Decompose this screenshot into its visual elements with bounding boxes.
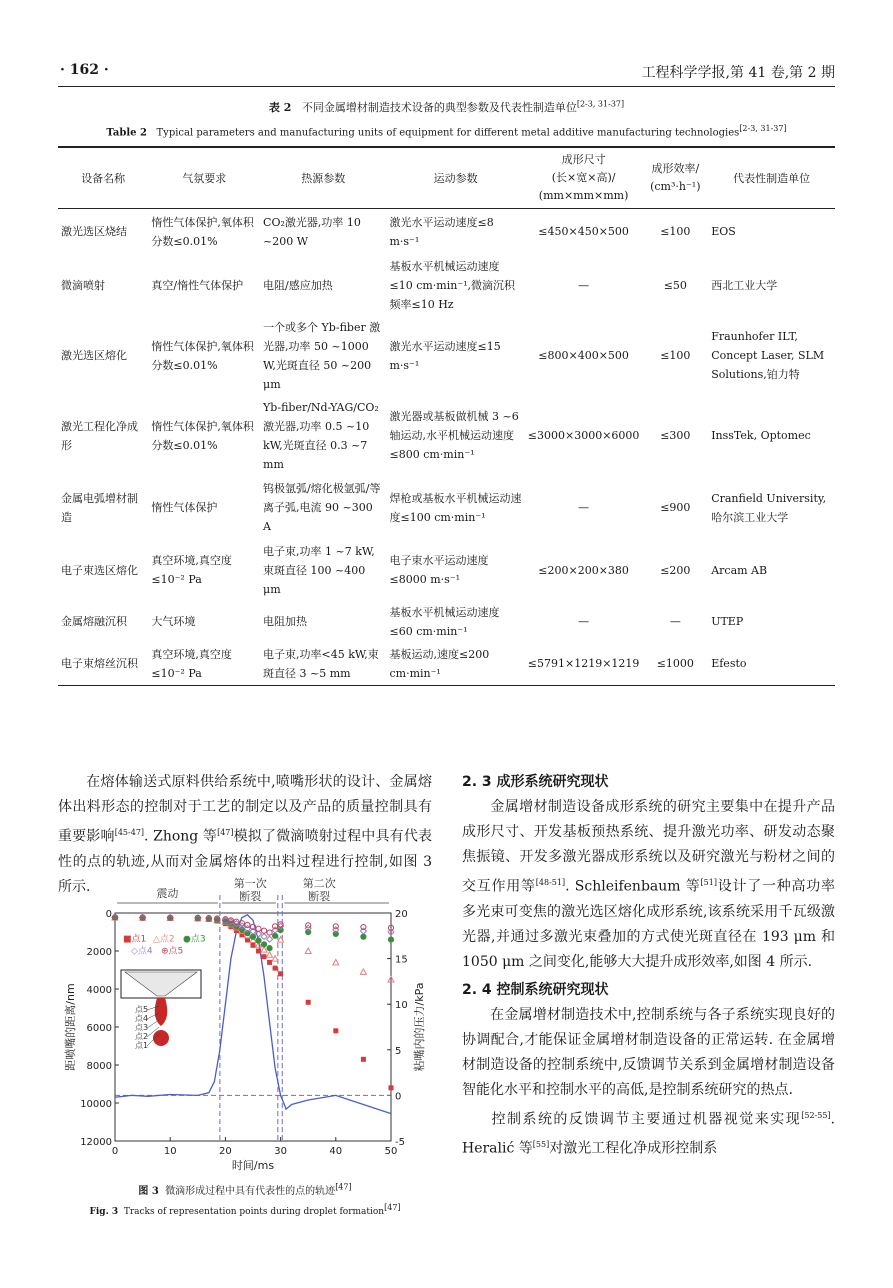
y-tick-label: 10000 [80,1099,112,1110]
table-caption-cn [0,99,893,115]
table-row [58,476,835,540]
series-point [388,937,393,942]
x-tick-label: 0 [111,1146,119,1157]
table-cell: 激光选区烧结 [61,225,127,239]
table-cell: 西北工业大学 [711,278,778,292]
table-cell: — [578,278,590,292]
table-cell: 电子束选区熔化 [61,563,138,577]
series-point [267,936,273,942]
series-point [272,956,278,962]
table-cell: ≤800×400×500 [538,349,629,362]
paragraph-feedback [462,1103,835,1162]
figure-caption-en [58,1203,432,1217]
table-cell: UTEP [711,615,744,628]
citation: [48-51] [535,878,566,887]
table-cell: 激光选区熔化 [61,349,127,362]
figure-caption-cn [58,1182,432,1197]
legend-entry: ●点3 [183,934,206,945]
legend-entry: △点2 [153,934,175,945]
right-column [462,770,835,1162]
x-axis-label: 时间/ms [231,1159,275,1172]
citation: [52-55] [801,1110,831,1120]
table-cell: 激光工程化净成形 [61,419,138,452]
table-header-cell: 气氛要求 [148,148,260,209]
paragraph-text: 在金属增材制造技术中,控制系统与各子系统实现良好的协调配合,才能保证金属增材制造设备的正常运转. 在金属增材制造设备的控制系统中,反馈调节关系到金属增材制造设备智能化水平和控制水平的高低,是控制系统研究的热点. [462,1006,835,1098]
y-tick-label: 0 [105,909,112,920]
series-point [267,946,272,951]
paragraph-control-system [462,1003,835,1103]
series-point [360,969,366,975]
figure-caption-cn-label: 图 3 [138,1186,159,1197]
table-cell: 焊枪或基板水平机械运动速度≤100 cm·min⁻¹ [389,491,522,524]
paragraph-text: . Heralić 等 [462,1111,835,1157]
table-header-cell: 成形尺寸 (长×宽×高)/ (mm×mm×mm) [525,148,643,209]
table-cell: 电子束水平运动速度≤8000 m·s⁻¹ [389,554,489,586]
series-point [278,922,283,927]
y2-tick-label: 20 [395,909,408,920]
series-point [361,1057,366,1062]
table-cell: ≤300 [660,429,691,442]
y-tick-label: 8000 [86,1061,112,1072]
inset-point-label: 点4 [135,1014,149,1023]
citation: [47] [217,828,234,837]
table-caption-en-label: Table 2 [106,127,147,139]
inset-point-label: 点1 [135,1041,149,1050]
y2-axis-label: 粘嘴内的压力/kPa [413,982,426,1072]
table-cell: 金属熔融沉积 [61,615,127,628]
legend-entry: ⊕点5 [161,946,184,957]
table-cell: 惰性气体保护,氧体积分数≤0.01% [151,339,254,372]
y-tick-label: 6000 [86,1023,112,1034]
inset-point-label: 点3 [135,1023,149,1032]
series-point [361,934,366,939]
table-row [58,255,835,316]
table-row [58,643,835,686]
series-point [333,959,339,965]
series-point [361,924,366,929]
table-cell: ≤450×450×500 [538,225,629,239]
table-row [58,209,835,255]
table-caption-cn-ref: [2-3, 31-37] [576,99,625,109]
paragraph-text: 模拟了微滴喷射过程中具有代表性的点的轨迹,从而对金属熔体的出料过程进行控制,如图 3 所示. [58,828,432,895]
table-caption-en [0,124,893,138]
table-cell: Fraunhofer ILT, Concept Laser, SLM Solutions,铂力特 [711,330,825,381]
table-cell: InssTek, Optomec [711,429,811,442]
table-cell: 电子束,功率<45 kW,束斑直径 3 ~5 mm [260,643,386,686]
citation: [47] [335,1182,352,1192]
series-point [251,943,256,948]
table-caption-en-text: Typical parameters and manufacturing units of equipment for different metal additive manufacturing technologies [156,127,740,139]
citation: [47] [384,1203,401,1212]
table-header-cell: 热源参数 [260,148,386,209]
table-header-cell: 运动参数 [386,148,524,209]
section-heading-2-4: 2. 4 控制系统研究现状 [462,981,609,998]
table-cell: 电阻/感应加热 [263,278,333,292]
table-cell: 金属电弧增材制造 [61,491,138,524]
table-caption-en-ref: [2-3, 31-37] [739,124,787,133]
table-cell: 电子束,功率 1 ~7 kW,束斑直径 100 ~400 μm [263,544,375,596]
table-cell: 惰性气体保护,氧体积分数≤0.01% [151,215,254,248]
series-point [261,928,266,933]
table-cell: 激光水平运动速度≤15 m·s⁻¹ [389,339,501,372]
table-cell: EOS [711,225,736,239]
y2-tick-label: 5 [395,1045,402,1057]
table-cell: ≤1000 [642,643,708,686]
table-cell: CO₂激光器,功率 10 ~200 W [263,215,361,248]
x-tick-label: 40 [329,1146,343,1157]
table-cell: 钨极氩弧/熔化极氩弧/等离子弧,电流 90 ~300 A [263,482,381,533]
series-point [262,954,267,959]
table-cell: 真空/惰性气体保护 [151,278,244,292]
table-caption-cn-label: 表 2 [268,101,292,114]
equipment-parameters-table [58,148,835,686]
table-header-cell: 代表性制造单位 [708,148,835,209]
series-point [305,948,311,954]
table-cell: 微滴喷射 [61,278,105,292]
table-cell: 大气环境 [151,615,196,628]
table-cell: ≤50 [663,278,687,292]
inset-point-label: 点2 [135,1032,149,1041]
series-point [267,930,272,935]
section-heading-2-3: 2. 3 成形系统研究现状 [462,774,609,790]
series-point [272,933,277,938]
y-tick-label: 12000 [80,1137,112,1148]
y-tick-label: 4000 [86,985,112,996]
table-cell: ≤200×200×380 [538,563,629,577]
table-cell: 电阻加热 [263,615,308,628]
y2-tick-label: 0 [395,1091,402,1103]
citation: [45-47] [114,828,145,837]
table-cell: ≤5791×1219×1219 [525,643,643,686]
x-tick-label: 10 [163,1146,177,1157]
table-cell: 惰性气体保护 [151,501,218,514]
x-tick-label: 50 [384,1146,398,1157]
table-cell: 基板水平机械运动速度≤10 cm·min⁻¹,微滴沉积频率≤10 Hz [389,259,516,311]
table-header-row [58,148,835,209]
phase-label-first-break: 第一次断裂 [233,877,267,903]
series-point [389,1085,394,1090]
table-cell: — [578,615,590,628]
table-cell: ≤200 [660,563,691,577]
table-caption-cn-text: 不同金属增材制造技术设备的典型参数及代表性制造单位 [301,101,577,114]
series-point [306,1000,311,1005]
figure-caption-en-label: Fig. 3 [89,1207,119,1217]
x-tick-label: 20 [219,1146,232,1157]
table-cell: Efesto [708,643,835,686]
x-tick-label: 30 [274,1146,287,1157]
table-cell: 一个或多个 Yb-fiber 激光器,功率 50 ~1000 W,光斑直径 50 ~200 μm [263,320,381,391]
citation: [51] [700,878,717,887]
inset-leader [147,1020,159,1028]
table-row [58,601,835,643]
table-cell: — [578,501,590,514]
header-rule [58,86,835,87]
figure-caption-en-text: Tracks of representation points during droplet formation [123,1207,385,1217]
figure-caption-cn-text: 微滴形成过程中具有代表性的点的轨迹 [165,1186,336,1197]
table-header-cell: 设备名称 [58,148,148,209]
page-number: · 162 · [60,62,109,78]
table-cell: 基板运动,速度≤200 cm·min⁻¹ [386,643,524,686]
paragraph-text: . Zhong 等 [144,828,218,845]
paragraph-text: 金属增材制造设备成形系统的研究主要集中在提升产品成形尺寸、开发基板预热系统、提升激光功率、研发动态聚焦振镜、开发多激光器成形系统以及研究激光与粉材之间的交互作用等 [462,799,835,895]
paragraph-text: 在熔体输送式原料供给系统中,喷嘴形状的设计、金属熔体出料形态的控制对于工艺的制定以及产品的质量控制具有重要影响 [58,774,432,845]
series-point [261,934,267,940]
series-point [261,942,266,947]
series-point [256,938,261,943]
table-row [58,396,835,476]
y-axis-label: 距喷嘴的距离/nm [64,983,77,1071]
inset-point-label: 点5 [135,1005,149,1014]
table-cell: ≤100 [660,225,691,239]
y2-tick-label: 15 [395,954,408,966]
series-point [278,971,283,976]
legend-entry: ◇点4 [131,946,153,957]
y2-tick-label: -5 [395,1137,405,1148]
table-cell: — [669,615,681,628]
table-cell: 电子束熔丝沉积 [58,643,148,686]
paragraph-text: 对激光工程化净成形控制系 [549,1140,718,1157]
table-cell: Cranfield University,哈尔滨工业大学 [711,491,827,524]
table-cell: 基板水平机械运动速度≤60 cm·min⁻¹ [389,605,500,638]
table-cell: ≤3000×3000×6000 [527,429,640,442]
table-cell: 激光水平运动速度≤8 m·s⁻¹ [389,215,494,248]
citation: [55] [532,1140,550,1150]
y-tick-label: 2000 [86,947,112,958]
paragraph-text: . Schleifenbaum 等 [565,878,701,895]
table-cell: 真空环境,真空度≤10⁻² Pa [148,643,260,686]
paragraph-text: 设计了一种高功率多光束可变焦的激光选区熔化成形系统,该系统采用千瓦级激光器,并通过多激光束叠加的方式使光斑直径在 193 μm 和 1050 μm 之间变化,能够大大提升成形效率,如图 4 所示. [462,878,836,970]
series-point [306,929,311,934]
legend-entry: ■点1 [123,934,147,945]
table-cell: 激光器或基板做机械 3 ~6 轴运动,水平机械运动速度≤800 cm·min⁻¹ [389,410,519,461]
series-point [273,966,278,971]
phase-label-second-break: 第二次断裂 [302,877,336,903]
table-cell: ≤100 [660,349,691,362]
journal-running-head: 工程科学学报,第 41 卷,第 2 期 [641,65,835,81]
droplet-bulb [153,1030,169,1046]
paragraph-forming-system [462,795,835,975]
paragraph-text: 控制系统的反馈调节主要通过机器视觉来实现 [490,1111,802,1128]
droplet-trajectory-chart [58,865,432,1175]
table-cell: 真空环境,真空度≤10⁻² Pa [151,554,232,586]
table-row [58,540,835,601]
series-point [333,1028,338,1033]
table-row [58,316,835,396]
series-point [267,960,272,965]
table-cell: Yb-fiber/Nd-YAG/CO₂激光器,功率 0.5 ~10 kW,光斑直径 0.3 ~7 mm [263,400,379,471]
table-header-cell: 成形效率/ (cm³·h⁻¹) [642,148,708,209]
table-cell: 惰性气体保护,氧体积分数≤0.01% [151,419,254,452]
table-cell: Arcam AB [711,563,768,577]
y2-tick-label: 10 [395,1000,408,1012]
table-cell: ≤900 [660,501,691,514]
series-point [256,949,261,954]
phase-label-vibration: 震动 [156,887,179,900]
